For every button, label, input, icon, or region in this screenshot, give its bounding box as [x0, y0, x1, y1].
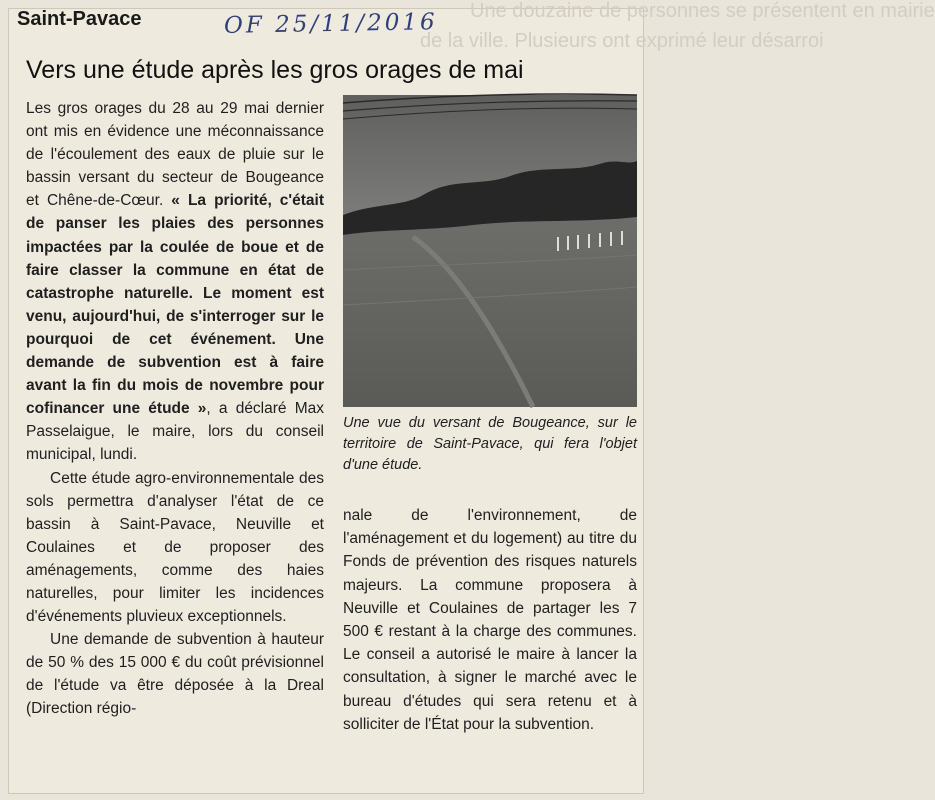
paragraph: Une demande de subvention à hauteur de 50 % des 15 000 € du coût prévisionnel de l'étude va être déposée à la Dreal (Direction régio- [26, 631, 324, 718]
quote-text: « La priorité, c'était de panser les plaies des personnes impactées par la coulée de boue et de faire classer la commune en état de catastrophe naturelle. Le moment est venu, aujourd'hui, de s'interroger sur le pourquoi de cet événement. Une demande de subvention est à faire avant la fin du mois de novembre pour cofinancer une étude » [26, 192, 324, 418]
paragraph [26, 97, 324, 467]
paragraph: nale de l'environnement, de l'aménagement et du logement) au titre du Fonds de prévention des risques naturels majeurs. La commune proposera à Neuville et Coulaines de partager les 7 500 € restant à la charge des communes. Le conseil a autorisé le maire à lancer la consultation, à signer le marché avec le bureau d'études qui sera retenu et à solliciter de l'État pour la subvention. [343, 507, 637, 733]
paragraph-text: Les gros orages du 28 au 29 mai dernier ont mis en évidence une méconnaissance de l'écoulement des eaux de pluie sur le bassin versant du secteur de Bougeance et Chêne-de-Cœur. [26, 100, 324, 210]
article-column-right [343, 504, 637, 736]
photo-caption: Une vue du versant de Bougeance, sur le territoire de Saint-Pavace, qui fera l'objet d'une étude. [343, 415, 637, 473]
landscape-photo [343, 95, 637, 407]
article-headline: Vers une étude après les gros orages de mai [26, 56, 524, 84]
article-photo [343, 95, 637, 407]
locality-heading: Saint-Pavace [17, 8, 142, 30]
paragraph-text: , a déclaré Max Passelaigue, le maire, lors du conseil municipal, lundi. [26, 400, 324, 464]
article-column-left [26, 97, 324, 721]
paragraph: Cette étude agro-environnementale des sols permettra d'analyser l'état de ce bassin à Saint-Pavace, Neuville et Coulaines et de proposer des aménagements, comme des haies naturelles, pour limiter les incidences d'événements pluvieux exceptionnels. [26, 469, 324, 626]
bleed-through-text: de la ville. Plusieurs ont exprimé leur désarroi [420, 30, 824, 52]
handwritten-date-stamp: OF 25/11/2016 [223, 9, 438, 39]
bleed-through-text: Une douzaine de personnes se présentent en mairie [470, 0, 935, 22]
